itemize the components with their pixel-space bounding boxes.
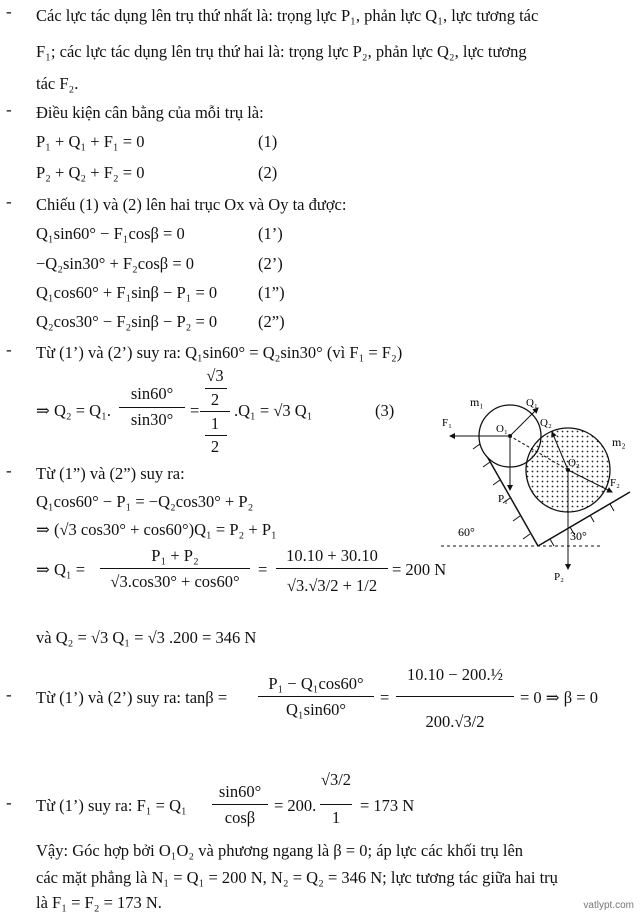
bullet: -	[6, 793, 12, 812]
line-7-tail: .Q₁ = √3 Q₁	[234, 401, 313, 420]
label-angle-30: 30°	[570, 529, 587, 543]
text-line-8: Từ (1”) và (2”) suy ra:	[36, 464, 185, 483]
text-line-5: Chiếu (1) và (2) lên hai trục Ox và Oy ta được:	[36, 195, 347, 214]
text-line-4: Điều kiện cân bằng của mỗi trụ là:	[36, 103, 264, 122]
equation-1-number: (1)	[258, 132, 278, 151]
equation-2: P₂ + Q₂ + F₂ = 0	[36, 163, 145, 182]
label-p2: P₂	[554, 571, 564, 583]
projection-3-number: (1”)	[258, 283, 285, 302]
text-line-2: F₁; các lực tác dụng lên trụ thứ hai là: trọng lực P₂, phản lực Q₂, lực tương	[36, 42, 527, 61]
frac-den: 200.√3/2	[425, 712, 485, 731]
projection-1: Q₁sin60° − F₁cosβ = 0	[36, 224, 185, 243]
text-line-10: ⇒ (√3 cos30° + cos60°)Q₁ = P₂ + P₁	[36, 520, 277, 539]
frac-den: 1	[331, 808, 341, 827]
line-13-lead: Từ (1’) và (2’) suy ra: tanβ =	[36, 688, 228, 707]
label-o1: O₁	[496, 423, 508, 435]
label-q1: Q₁	[526, 397, 538, 409]
bullet: -	[6, 192, 12, 211]
projection-1-number: (1’)	[258, 224, 283, 243]
frac-num: P₁ + P₂	[151, 546, 199, 565]
text-line-15: Vậy: Góc hợp bởi O₁O₂ và phương ngang là β = 0; áp lực các khối trụ lên	[36, 841, 524, 860]
projection-2-number: (2’)	[258, 254, 283, 273]
frac-num: sin60°	[218, 782, 262, 801]
frac-den: sin30°	[130, 410, 174, 429]
line-7-lead: ⇒ Q₂ = Q₁.	[36, 401, 111, 420]
watermark: vatlypt.com	[583, 900, 634, 911]
projection-2: −Q₂sin30° + F₂cosβ = 0	[36, 254, 195, 273]
bullet: -	[6, 100, 12, 119]
text-line-3: tác F₂.	[36, 74, 79, 93]
text-line-12: và Q₂ = √3 Q₁ = √3 .200 = 346 N	[36, 628, 257, 647]
frac-den: cosβ	[224, 808, 256, 827]
frac-den: Q₁sin60°	[285, 700, 347, 719]
result-q1: = 200 N	[392, 560, 447, 579]
line-11-lead: ⇒ Q₁ =	[36, 560, 86, 579]
equals: =	[380, 688, 390, 707]
line-14-mid: = 200.	[274, 796, 317, 815]
label-q2: Q₂	[540, 417, 552, 429]
label-m1: m₁	[470, 395, 484, 409]
bullet: -	[6, 340, 12, 359]
frac-num: P₁ − Q₁cos60°	[268, 674, 364, 693]
projection-4-number: (2”)	[258, 312, 285, 331]
frac-den: 2	[210, 390, 220, 409]
cylinders-figure	[440, 394, 640, 584]
label-angle-60: 60°	[458, 525, 475, 539]
frac-num: √3	[206, 366, 224, 385]
projection-4: Q₂cos30° − F₂sinβ − P₂ = 0	[36, 312, 218, 331]
frac-num: 10.10 − 200.½	[407, 665, 503, 684]
label-f2: F₂	[610, 477, 620, 489]
projection-3: Q₁cos60° + F₁sinβ − P₁ = 0	[36, 283, 218, 302]
equation-3-number: (3)	[375, 401, 395, 420]
frac-den: √3.√3/2 + 1/2	[286, 576, 378, 595]
frac-num: 10.10 + 30.10	[286, 546, 378, 565]
equals: =	[190, 401, 200, 420]
equation-2-number: (2)	[258, 163, 278, 182]
text-line-1: Các lực tác dụng lên trụ thứ nhất là: trọng lực P₁, phản lực Q₁, lực tương tác	[36, 6, 539, 25]
label-m2: m₂	[612, 435, 626, 449]
label-f1: F₁	[442, 417, 452, 429]
frac-num: √3/2	[320, 770, 352, 789]
bullet: -	[6, 685, 12, 704]
result-f1: = 173 N	[360, 796, 415, 815]
label-o2: O₂	[568, 457, 580, 469]
text-line-6: Từ (1’) và (2’) suy ra: Q₁sin60° = Q₂sin30° (vì F₁ = F₂)	[36, 343, 403, 362]
frac-num: 1	[210, 414, 220, 433]
label-p1: P₁	[498, 493, 508, 505]
bullet: -	[6, 461, 12, 480]
equals: =	[258, 560, 268, 579]
frac-num: sin60°	[130, 384, 174, 403]
line-14-lead: Từ (1’) suy ra: F₁ = Q₁	[36, 796, 187, 815]
result-beta: = 0 ⇒ β = 0	[520, 688, 598, 707]
frac-den: 2	[210, 437, 220, 456]
text-line-16: các mặt phẳng là N₁ = Q₁ = 200 N, N₂ = Q₂ = 346 N; lực tương tác giữa hai trụ	[36, 868, 558, 887]
bullet: -	[6, 2, 12, 21]
text-line-17: là F₁ = F₂ = 173 N.	[36, 893, 162, 912]
frac-den: √3.cos30° + cos60°	[110, 572, 240, 591]
equation-1: P₁ + Q₁ + F₁ = 0	[36, 132, 145, 151]
text-line-9: Q₁cos60° − P₁ = −Q₂cos30° + P₂	[36, 492, 254, 511]
